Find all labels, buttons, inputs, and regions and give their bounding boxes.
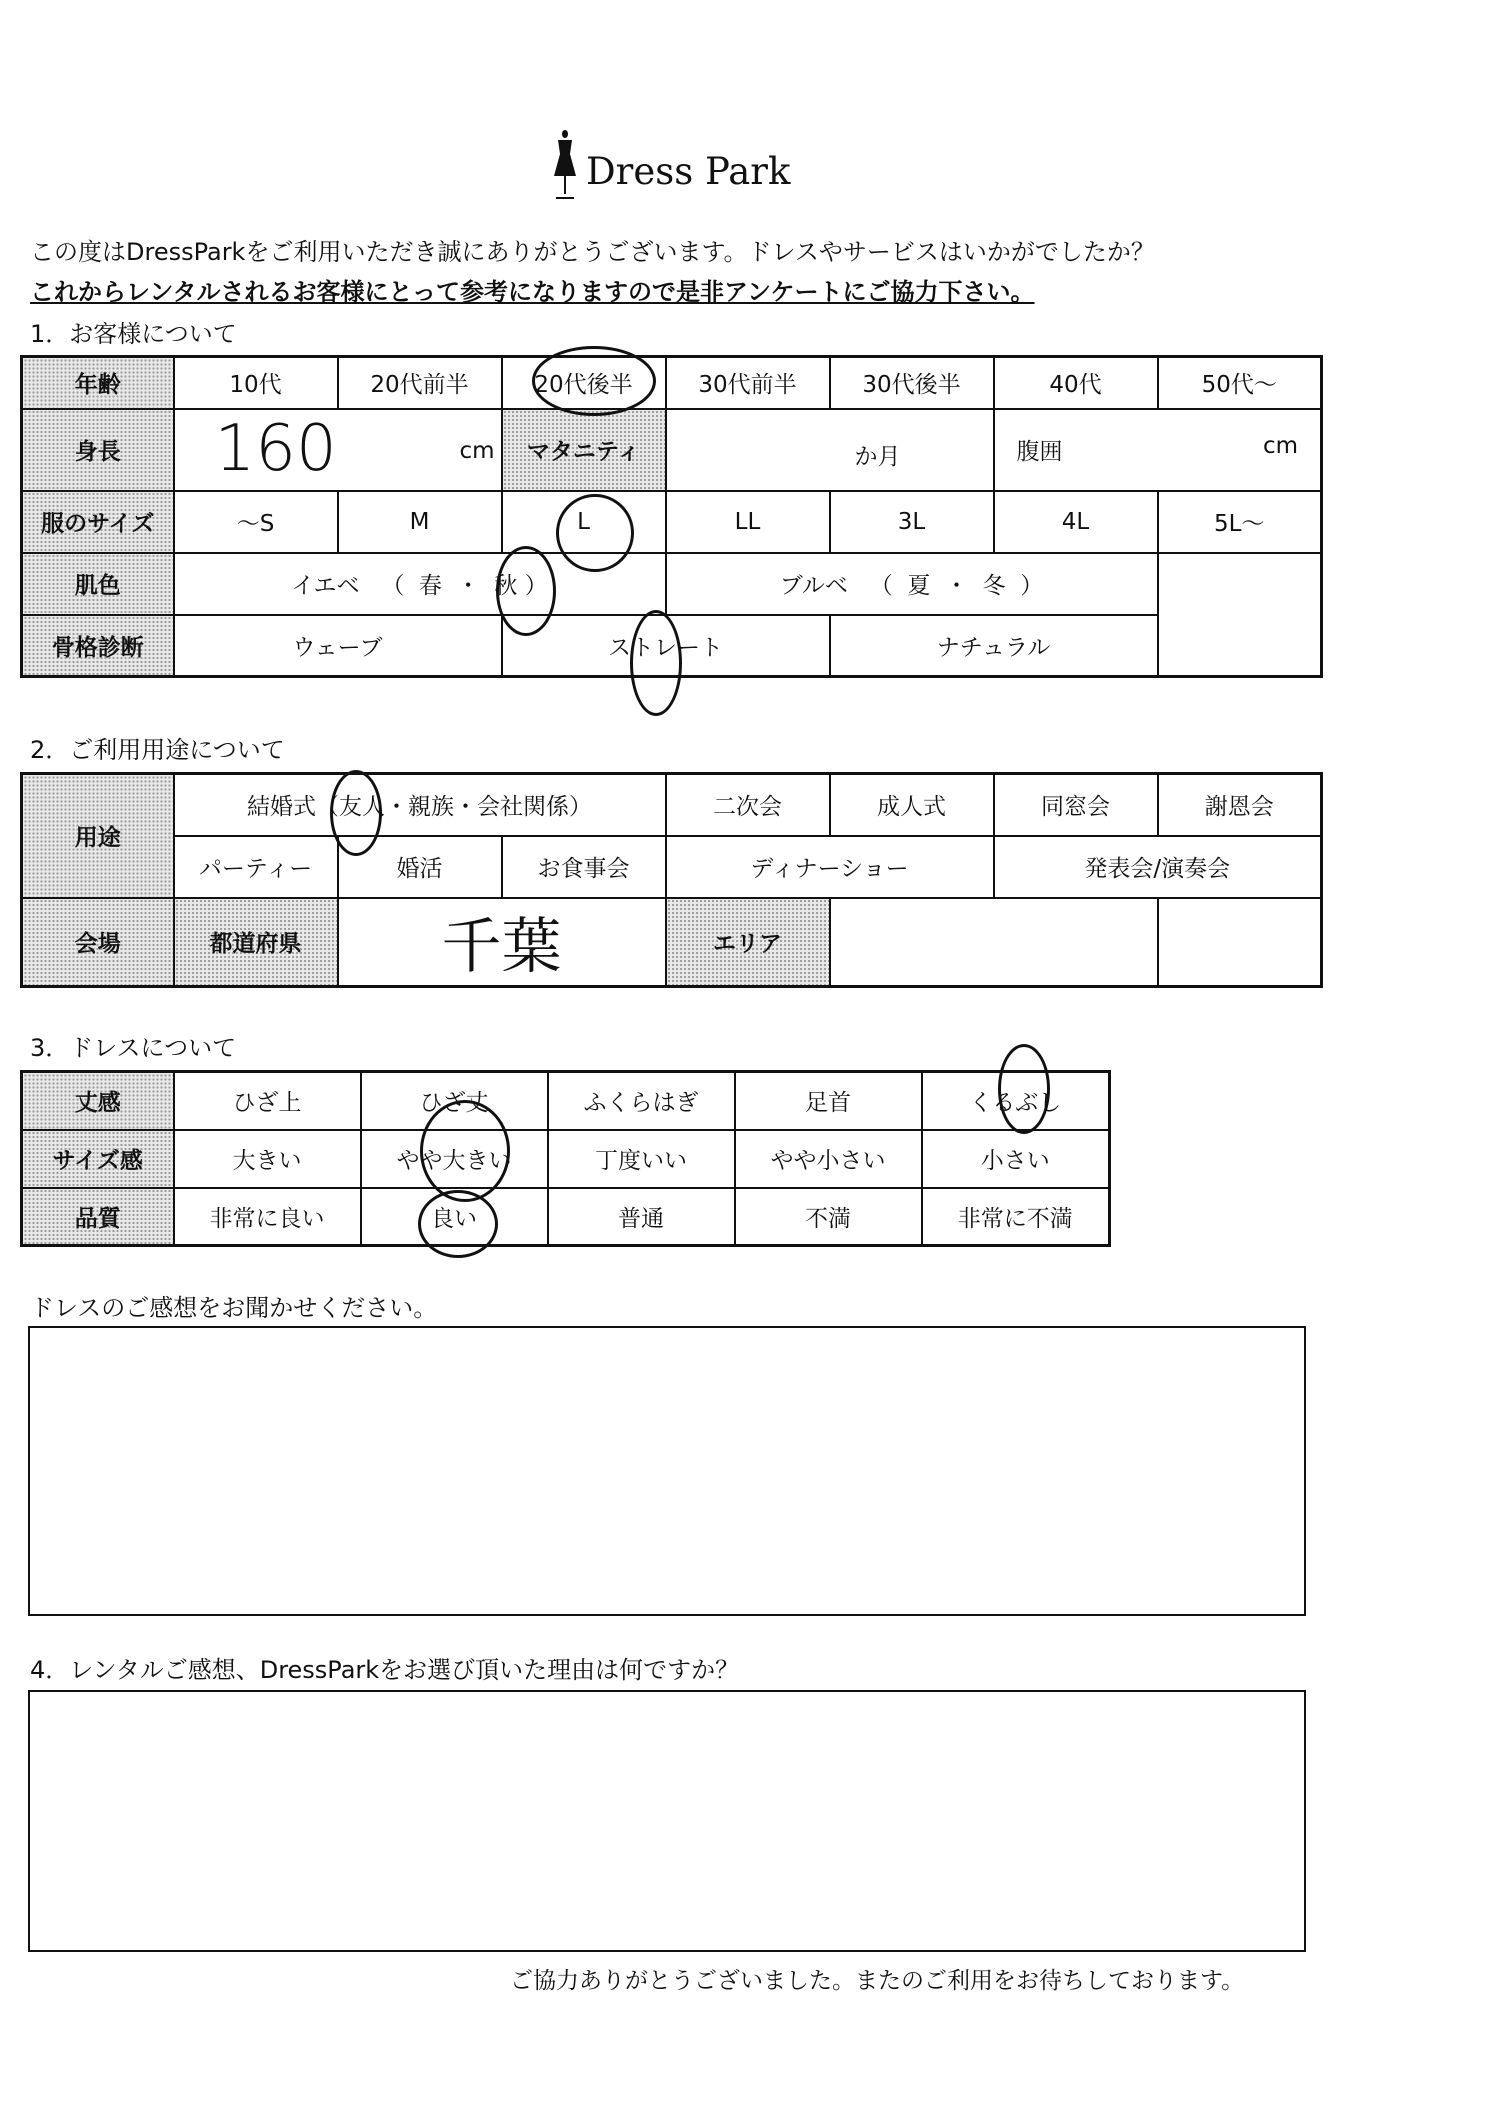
maternity-months-field[interactable] [666,409,994,491]
empty-cell [1158,898,1322,987]
age-option[interactable]: 20代後半 [502,357,666,409]
size-option[interactable]: 〜S [174,491,338,553]
purpose-option[interactable]: 婚活 [338,836,502,898]
height-value: 160 [214,411,337,486]
length-option[interactable]: ひざ上 [174,1072,361,1130]
skin-blue-text: ブルベ [779,573,848,599]
purpose-option[interactable]: 成人式 [830,774,994,836]
length-option[interactable]: くるぶし [922,1072,1110,1130]
dress-form-icon [550,128,580,208]
quality-option[interactable]: 非常に良い [174,1188,361,1246]
quality-option[interactable]: 良い [361,1188,548,1246]
age-option[interactable]: 20代前半 [338,357,502,409]
prefecture-field[interactable] [338,898,666,987]
purpose-option[interactable]: ディナーショー [666,836,994,898]
skin-yellow-option[interactable] [174,553,666,615]
season-spring[interactable]: 春 [419,573,443,599]
section-4-title: 4．レンタルご感想、DressParkをお選び頂いた理由は何ですか？ [30,1656,740,1684]
separator: ・ [456,573,480,599]
length-option[interactable]: 足首 [735,1072,922,1130]
area-label: エリア [666,898,830,987]
paren-close: ） [1020,573,1044,599]
paren-open: （ [869,573,893,599]
age-option[interactable]: 10代 [174,357,338,409]
fit-option[interactable]: やや小さい [735,1130,922,1188]
fit-label: サイズ感 [22,1130,174,1188]
purpose-option[interactable]: パーティー [174,836,338,898]
height-unit: cm [459,437,495,464]
length-option[interactable]: ひざ丈 [361,1072,548,1130]
venue-label: 会場 [22,898,174,987]
quality-label: 品質 [22,1188,174,1246]
length-label: 丈感 [22,1072,174,1130]
empty-cell [1158,553,1322,615]
intro-line-1: この度はDressParkをご利用いただき誠にありがとうございます。ドレスやサービスはいかがでしたか？ [30,238,1155,266]
waist-field[interactable] [994,409,1322,491]
separator: ・ [945,573,969,599]
size-option[interactable]: L [502,491,666,553]
size-option[interactable]: LL [666,491,830,553]
size-label: 服のサイズ [22,491,174,553]
reason-comment-box[interactable] [28,1690,1306,1952]
area-field[interactable] [830,898,1158,987]
purpose-option[interactable]: 二次会 [666,774,830,836]
fit-option[interactable]: 丁度いい [548,1130,735,1188]
frame-label: 骨格診断 [22,615,174,677]
purpose-wedding[interactable]: 結婚式（友人・親族・会社関係） [174,774,666,836]
section-3-title: 3．ドレスについて [30,1034,237,1062]
purpose-option[interactable]: 謝恩会 [1158,774,1322,836]
brand-name: Dress Park [586,150,791,193]
empty-cell [1158,615,1322,677]
purpose-option[interactable]: お食事会 [502,836,666,898]
height-label: 身長 [22,409,174,491]
section-2-title: 2．ご利用用途について [30,736,285,764]
waist-label: 腹囲 [1016,439,1063,465]
quality-option[interactable]: 非常に不満 [922,1188,1110,1246]
skin-blue-option[interactable] [666,553,1158,615]
paren-close: ） [524,573,548,599]
quality-option[interactable]: 普通 [548,1188,735,1246]
paren-open: （ [381,573,405,599]
thanks-message: ご協力ありがとうございました。またのご利用をお待ちしております。 [510,1968,1245,1994]
usage-table [20,772,1323,988]
fit-option[interactable]: やや大きい [361,1130,548,1188]
purpose-label: 用途 [22,774,174,898]
skin-yellow-text: イエベ [291,573,360,599]
skin-label: 肌色 [22,553,174,615]
season-summer[interactable]: 夏 [907,573,931,599]
prefecture-value: 千葉 [441,911,562,982]
size-option[interactable]: M [338,491,502,553]
frame-option[interactable]: ストレート [502,615,830,677]
age-option[interactable]: 40代 [994,357,1158,409]
comment-prompt: ドレスのご感想をお聞かせください。 [30,1294,438,1322]
maternity-label: マタニティ [502,409,666,491]
dresspark-logo [550,128,790,208]
size-option[interactable]: 3L [830,491,994,553]
dress-comment-box[interactable] [28,1326,1306,1616]
season-winter[interactable]: 冬 [982,573,1006,599]
purpose-option[interactable]: 発表会/演奏会 [994,836,1322,898]
fit-option[interactable]: 大きい [174,1130,361,1188]
customer-table [20,355,1323,678]
prefecture-label: 都道府県 [174,898,338,987]
age-option[interactable]: 30代前半 [666,357,830,409]
dress-table [20,1070,1111,1247]
frame-option[interactable]: ナチュラル [830,615,1158,677]
frame-option[interactable]: ウェーブ [174,615,502,677]
season-autumn[interactable]: 秋 [494,573,518,599]
size-option[interactable]: 4L [994,491,1158,553]
height-field[interactable] [174,409,502,491]
waist-unit: cm [1262,433,1298,459]
section-1-title: 1．お客様について [30,320,237,348]
quality-option[interactable]: 不満 [735,1188,922,1246]
age-option[interactable]: 30代後半 [830,357,994,409]
age-option[interactable]: 50代〜 [1158,357,1322,409]
size-option[interactable]: 5L〜 [1158,491,1322,553]
fit-option[interactable]: 小さい [922,1130,1110,1188]
purpose-option[interactable]: 同窓会 [994,774,1158,836]
months-unit: か月 [854,443,901,470]
intro-line-2: これからレンタルされるお客様にとって参考になりますので是非アンケートにご協力下さい。 [30,278,1035,306]
age-label: 年齢 [22,357,174,409]
length-option[interactable]: ふくらはぎ [548,1072,735,1130]
